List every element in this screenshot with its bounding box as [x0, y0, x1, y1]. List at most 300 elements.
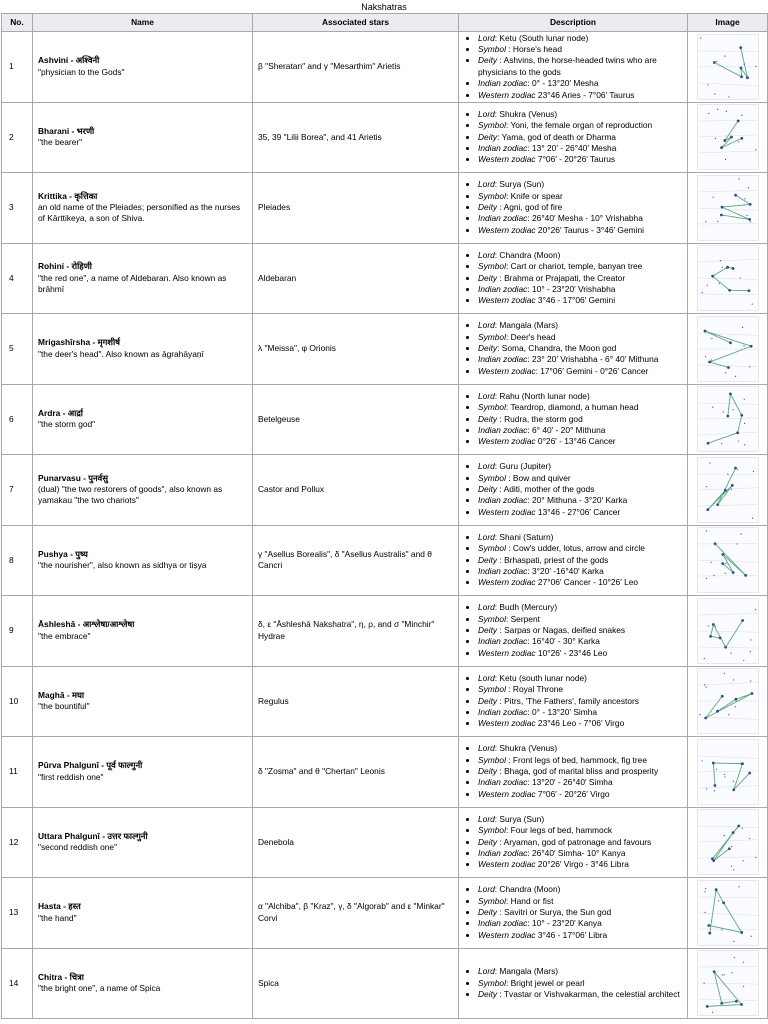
description-label: Western zodiac	[478, 506, 536, 517]
description-list	[464, 814, 682, 871]
description-item	[478, 55, 682, 78]
nakshatra-devanagari: मघा	[71, 689, 85, 700]
row-number: 6	[2, 384, 33, 455]
table-row	[2, 666, 768, 737]
associated-stars-cell[interactable]: 35, 39 "Lilii Borea", and 41 Arietis	[253, 102, 459, 173]
description-value: : Shukra (Venus)	[494, 743, 558, 754]
description-value: : Shukra (Venus)	[494, 108, 558, 119]
row-number: 8	[2, 525, 33, 596]
description-value: : Bow and quiver	[505, 472, 571, 483]
description-value: : Royal Throne	[505, 684, 564, 695]
description-item	[478, 837, 682, 848]
row-number: 3	[2, 173, 33, 244]
description-list	[464, 743, 682, 800]
table-row	[2, 173, 768, 244]
description-value: : Mangala (Mars)	[494, 966, 559, 977]
description-label: Deity	[478, 55, 498, 66]
table-row	[2, 384, 768, 455]
description-item	[478, 120, 682, 131]
star-chart-thumbnail[interactable]	[697, 598, 759, 664]
star-chart-thumbnail[interactable]	[697, 104, 759, 170]
description-item	[478, 320, 682, 331]
table-row	[2, 455, 768, 526]
description-label: Deity	[478, 836, 498, 847]
nakshatra-translation: "the hand"	[38, 912, 77, 923]
description-item	[478, 825, 682, 836]
nakshatra-name-link[interactable]: Uttara Phalgunī -	[38, 830, 108, 841]
description-label: Indian zodiac	[478, 636, 528, 647]
nakshatra-translation: "the deer's head". Also known as āgrahāyaṇī	[38, 348, 204, 359]
nakshatra-name-link[interactable]: Chitra -	[38, 971, 70, 982]
description-label: Symbol	[478, 472, 506, 483]
description-cell	[459, 243, 688, 314]
nakshatra-translation: "the bountiful"	[38, 701, 90, 712]
description-value: : Serpent	[505, 613, 540, 624]
description-item	[478, 213, 682, 224]
description-label: Symbol	[478, 331, 506, 342]
description-list	[464, 109, 682, 166]
row-number: 13	[2, 878, 33, 949]
description-item	[478, 44, 682, 55]
description-value: : Cart or chariot, temple, banyan tree	[505, 261, 643, 272]
nakshatra-translation: "the bright one", a name of Spica	[38, 983, 161, 994]
name-cell	[33, 243, 253, 314]
star-chart-thumbnail[interactable]	[697, 880, 759, 946]
nakshatra-devanagari: पुष्य	[75, 548, 88, 559]
description-value: : Chandra (Moon)	[494, 884, 561, 895]
description-value: : 17°06′ Gemini - 0°26′ Cancer	[535, 365, 649, 376]
nakshatra-devanagari: रोहिणी	[71, 261, 92, 272]
nakshatra-devanagari: पूर्व फाल्गुनी	[106, 760, 143, 771]
nakshatra-translation: "the bearer"	[38, 137, 83, 148]
nakshatra-devanagari: हस्त	[68, 901, 81, 912]
description-value: : Surya (Sun)	[494, 179, 545, 190]
description-cell	[459, 666, 688, 737]
name-cell	[33, 32, 253, 103]
nakshatra-devanagari: उत्तर फाल्गुनी	[107, 830, 148, 841]
description-item	[478, 425, 682, 436]
description-item	[478, 284, 682, 295]
nakshatra-name-link[interactable]: Bharani -	[38, 125, 77, 136]
description-list	[464, 966, 682, 1000]
description-value: : Cow's udder, lotus, arrow and circle	[505, 543, 645, 554]
description-label: Indian zodiac	[478, 213, 528, 224]
description-label: Lord	[478, 966, 495, 977]
description-label: Deity	[478, 766, 498, 777]
description-item	[478, 848, 682, 859]
description-cell	[459, 807, 688, 878]
description-item	[478, 684, 682, 695]
description-item	[478, 109, 682, 120]
description-cell	[459, 314, 688, 385]
nakshatra-name-link[interactable]: Punarvasu -	[38, 472, 89, 483]
description-item	[478, 930, 682, 941]
description-label: Western zodiac	[478, 788, 536, 799]
nakshatra-name-link[interactable]: Hasta -	[38, 901, 69, 912]
description-label: Indian zodiac	[478, 78, 528, 89]
description-value: : 26°40′ Mesha - 10° Vrishabha	[527, 213, 643, 224]
description-label: Deity	[478, 272, 498, 283]
star-chart-thumbnail[interactable]	[697, 950, 759, 1016]
associated-stars-cell[interactable]: Aldebaran	[253, 243, 459, 314]
nakshatra-name-link[interactable]: Pūrva Phalgunī -	[38, 760, 107, 771]
description-item	[478, 859, 682, 870]
image-cell	[688, 666, 768, 737]
associated-stars-cell[interactable]: γ "Asellus Borealis", δ "Asellus Australis" and θ Cancri	[253, 525, 459, 596]
description-label: Symbol	[478, 977, 506, 988]
nakshatra-translation: "second reddish one"	[38, 842, 118, 853]
name-cell	[33, 596, 253, 667]
description-value: : Guru (Jupiter)	[494, 461, 552, 472]
description-cell	[459, 948, 688, 1019]
description-item	[478, 90, 682, 101]
description-item	[478, 154, 682, 165]
description-value: 7°06′ - 20°26′ Virgo	[535, 788, 610, 799]
description-item	[478, 414, 682, 425]
image-cell	[688, 314, 768, 385]
star-chart-thumbnail[interactable]	[697, 809, 759, 875]
description-cell	[459, 737, 688, 808]
description-label: Symbol	[478, 261, 506, 272]
star-chart-thumbnail[interactable]	[697, 386, 759, 452]
associated-stars-cell[interactable]: β "Sheratan" and γ "Mesarthim" Arietis	[253, 32, 459, 103]
associated-stars-cell[interactable]: Betelgeuse	[253, 384, 459, 455]
description-item	[478, 332, 682, 343]
description-value: 3°46 - 17°06′ Libra	[535, 929, 608, 940]
nakshatra-translation: "the nourisher", also known as sidhya or tiṣya	[38, 560, 207, 571]
nakshatra-name-link[interactable]: Pushya -	[38, 548, 76, 559]
associated-stars-cell[interactable]: Regulus	[253, 666, 459, 737]
description-label: Symbol	[478, 684, 506, 695]
description-label: Deity	[478, 988, 498, 999]
nakshatra-name-link[interactable]: Mrigashīrsha -	[38, 337, 98, 348]
description-label: Symbol	[478, 613, 506, 624]
description-value: : 0° - 13°20′ Simha	[527, 706, 598, 717]
description-item	[478, 814, 682, 825]
description-item	[478, 718, 682, 729]
description-value: 20°26′ Virgo - 3°46 Libra	[535, 859, 629, 870]
description-list	[464, 461, 682, 518]
nakshatra-name-link[interactable]: Ashvini -	[38, 55, 76, 66]
description-value: 0°26′ - 13°46 Cancer	[535, 436, 616, 447]
description-label: Symbol	[478, 190, 506, 201]
description-item	[478, 577, 682, 588]
description-value: : Yama, god of death or Dharma	[497, 131, 616, 142]
name-cell	[33, 525, 253, 596]
description-label: Lord	[478, 32, 495, 43]
description-value: : Front legs of bed, hammock, fig tree	[505, 754, 647, 765]
star-chart-thumbnail[interactable]	[697, 175, 759, 241]
description-value: : Hand or fist	[505, 895, 554, 906]
description-label: Indian zodiac	[478, 847, 528, 858]
star-chart-thumbnail[interactable]	[697, 245, 759, 311]
image-cell	[688, 384, 768, 455]
associated-stars-cell[interactable]: δ "Zosma" and θ "Chertan" Leonis	[253, 737, 459, 808]
description-list	[464, 532, 682, 589]
table-row	[2, 32, 768, 103]
nakshatra-devanagari: आर्द्रा	[67, 407, 83, 418]
table-row	[2, 596, 768, 667]
description-item	[478, 636, 682, 647]
description-label: Lord	[478, 179, 495, 190]
star-chart-thumbnail[interactable]	[697, 668, 759, 734]
description-value: : Ketu (south lunar node)	[494, 672, 587, 683]
description-list	[464, 250, 682, 307]
description-item	[478, 143, 682, 154]
description-value: 20°26′ Taurus - 3°46′ Gemini	[535, 224, 644, 235]
row-number: 12	[2, 807, 33, 878]
description-value: : 26°40′ Simha- 10° Kanya	[527, 847, 626, 858]
nakshatra-name-link[interactable]: Rohini -	[38, 261, 72, 272]
description-label: Lord	[478, 531, 495, 542]
image-cell	[688, 455, 768, 526]
associated-stars-cell[interactable]: Denebola	[253, 807, 459, 878]
star-chart-thumbnail[interactable]	[697, 34, 759, 100]
description-item	[478, 33, 682, 44]
description-cell	[459, 173, 688, 244]
table-row	[2, 314, 768, 385]
name-cell	[33, 455, 253, 526]
description-label: Deity	[478, 131, 498, 142]
nakshatra-name-link[interactable]: Ardra -	[38, 407, 68, 418]
header-image[interactable]: Image	[688, 14, 768, 32]
description-list	[464, 391, 682, 448]
description-item	[478, 532, 682, 543]
description-label: Deity	[478, 202, 498, 213]
description-item	[478, 250, 682, 261]
description-item	[478, 261, 682, 272]
description-item	[478, 484, 682, 495]
associated-stars-cell[interactable]: δ, ε "Āshleshā Nakshatra", η, ρ, and σ "Minchir" Hydrae	[253, 596, 459, 667]
description-value: : Agni, god of fire	[497, 202, 563, 213]
description-label: Indian zodiac	[478, 565, 528, 576]
image-cell	[688, 948, 768, 1019]
description-item	[478, 918, 682, 929]
associated-stars-cell[interactable]: Spica	[253, 948, 459, 1019]
description-item	[478, 191, 682, 202]
nakshatra-name-link[interactable]: Maghā -	[38, 689, 72, 700]
nakshatra-name-link[interactable]: Āshleshā -	[38, 619, 83, 630]
description-value: 7°06′ - 20°26′ Taurus	[535, 154, 616, 165]
associated-stars-cell[interactable]: Castor and Pollux	[253, 455, 459, 526]
description-item	[478, 495, 682, 506]
description-value: : Soma, Chandra, the Moon god	[497, 343, 617, 354]
description-label: Western zodiac	[478, 859, 536, 870]
description-value: : Horse's head	[505, 43, 563, 54]
nakshatras-table	[1, 13, 768, 1019]
description-item	[478, 354, 682, 365]
description-label: Western zodiac	[478, 436, 536, 447]
name-cell	[33, 948, 253, 1019]
name-cell	[33, 173, 253, 244]
description-item	[478, 696, 682, 707]
associated-stars-cell[interactable]: α "Alchiba", β "Kraz", γ, δ "Algorab" and ε "Minkar" Corvi	[253, 878, 459, 949]
description-item	[478, 473, 682, 484]
description-value: 3°46 - 17°06′ Gemini	[535, 295, 616, 306]
description-value: : Rahu (North lunar node)	[494, 390, 590, 401]
star-chart-thumbnail[interactable]	[697, 739, 759, 805]
row-number: 10	[2, 666, 33, 737]
description-value: : Aditi, mother of the gods	[497, 484, 595, 495]
description-value: 23°46 Aries - 7°06′ Taurus	[535, 89, 635, 100]
nakshatra-name-link[interactable]: Krittika -	[38, 190, 75, 201]
row-number: 5	[2, 314, 33, 385]
description-label: Indian zodiac	[478, 142, 528, 153]
row-number: 11	[2, 737, 33, 808]
description-label: Deity	[478, 484, 498, 495]
header-associated-stars[interactable]: Associated stars	[253, 14, 459, 32]
description-value: : 6° 40′ - 20° Mithuna	[527, 424, 606, 435]
description-item	[478, 766, 682, 777]
description-label: Lord	[478, 108, 495, 119]
description-label: Symbol	[478, 543, 506, 554]
description-value: : Knife or spear	[505, 190, 563, 201]
description-value: 23°46 Leo - 7°06′ Virgo	[535, 718, 625, 729]
table-caption: Nakshatras	[361, 2, 407, 12]
table-row	[2, 525, 768, 596]
description-item	[478, 648, 682, 659]
description-cell	[459, 32, 688, 103]
description-value: : Deer's head	[505, 331, 556, 342]
description-value: : 10° - 23°20′ Vrishabha	[527, 283, 616, 294]
image-cell	[688, 173, 768, 244]
description-label: Lord	[478, 743, 495, 754]
nakshatra-translation: "first reddish one"	[38, 771, 104, 782]
row-number: 1	[2, 32, 33, 103]
description-value: 13°46 - 27°06′ Cancer	[535, 506, 621, 517]
description-label: Indian zodiac	[478, 706, 528, 717]
description-label: Indian zodiac	[478, 495, 528, 506]
header-no[interactable]: No.	[2, 14, 33, 32]
description-label: Indian zodiac	[478, 918, 528, 929]
description-item	[478, 966, 682, 977]
description-label: Lord	[478, 249, 495, 260]
description-value: : 0° - 13°20′ Mesha	[527, 78, 599, 89]
description-value: : Rudra, the storm god	[497, 413, 583, 424]
description-list	[464, 673, 682, 730]
description-label: Western zodiac	[478, 154, 536, 165]
description-item	[478, 225, 682, 236]
description-label: Western zodiac	[478, 718, 536, 729]
description-item	[478, 978, 682, 989]
description-cell	[459, 102, 688, 173]
row-number: 7	[2, 455, 33, 526]
nakshatra-devanagari: आश्लेषा/आश्लेषा	[82, 619, 135, 630]
description-value: : Surya (Sun)	[494, 813, 545, 824]
description-item	[478, 907, 682, 918]
description-list	[464, 602, 682, 659]
description-label: Lord	[478, 884, 495, 895]
name-cell	[33, 102, 253, 173]
description-value: : Bright jewel or pearl	[505, 977, 585, 988]
header-row	[2, 14, 768, 32]
name-cell	[33, 666, 253, 737]
description-label: Western zodiac	[478, 577, 536, 588]
star-chart-thumbnail[interactable]	[697, 457, 759, 523]
description-item	[478, 777, 682, 788]
row-number: 9	[2, 596, 33, 667]
nakshatra-translation: "the storm god"	[38, 419, 96, 430]
description-cell	[459, 455, 688, 526]
description-value: : Brhaspati, priest of the gods	[497, 554, 609, 565]
nakshatra-translation: (dual) "the two restorers of goods", also known as yamakau "the two chariots"	[38, 484, 223, 506]
description-item	[478, 179, 682, 190]
image-cell	[688, 807, 768, 878]
description-value: : 20° Mithuna - 3°20′ Karka	[527, 495, 628, 506]
nakshatra-devanagari: कृत्तिका	[74, 190, 98, 201]
name-cell	[33, 737, 253, 808]
description-label: Western zodiac	[478, 224, 536, 235]
description-label: Lord	[478, 390, 495, 401]
description-value: : Pitrs, 'The Fathers', family ancestors	[497, 695, 639, 706]
nakshatra-devanagari: मृगशीर्ष	[97, 337, 121, 348]
image-cell	[688, 243, 768, 314]
table-row	[2, 243, 768, 314]
row-number: 2	[2, 102, 33, 173]
description-label: Indian zodiac	[478, 283, 528, 294]
nakshatra-devanagari: भरणी	[76, 125, 95, 136]
description-item	[478, 273, 682, 284]
description-label: Western zodiac	[478, 647, 536, 658]
description-value: : 13° 20′ - 26°40′ Mesha	[527, 142, 617, 153]
description-value: : 13°20′ - 26°40′ Simha	[527, 777, 613, 788]
description-value: 10°26′ - 23°46 Leo	[535, 647, 608, 658]
description-value: : Four legs of bed, hammock	[505, 825, 613, 836]
description-value: : Aryaman, god of patronage and favours	[497, 836, 652, 847]
associated-stars-cell[interactable]: Pleiades	[253, 173, 459, 244]
description-value: : 16°40′ - 30° Karka	[527, 636, 600, 647]
description-label: Lord	[478, 813, 495, 824]
description-item	[478, 132, 682, 143]
description-item	[478, 543, 682, 554]
description-label: Deity	[478, 907, 498, 918]
description-item	[478, 602, 682, 613]
header-description[interactable]: Description	[459, 14, 688, 32]
nakshatra-translation: "physician to the Gods"	[38, 66, 125, 77]
name-cell	[33, 807, 253, 878]
description-item	[478, 507, 682, 518]
description-item	[478, 673, 682, 684]
description-value: : Ketu (South lunar node)	[494, 32, 589, 43]
description-label: Western zodiac	[478, 295, 536, 306]
description-item	[478, 461, 682, 472]
description-cell	[459, 525, 688, 596]
row-number: 14	[2, 948, 33, 1019]
description-value: : Teardrop, diamond, a human head	[505, 402, 639, 413]
table-row	[2, 948, 768, 1019]
image-cell	[688, 525, 768, 596]
description-item	[478, 366, 682, 377]
description-value: : Chandra (Moon)	[494, 249, 561, 260]
description-item	[478, 884, 682, 895]
description-list	[464, 320, 682, 377]
description-label: Symbol	[478, 825, 506, 836]
description-cell	[459, 596, 688, 667]
description-item	[478, 343, 682, 354]
description-label: Lord	[478, 461, 495, 472]
header-name[interactable]: Name	[33, 14, 253, 32]
associated-stars-cell[interactable]: λ "Meissa", φ Orionis	[253, 314, 459, 385]
description-label: Lord	[478, 672, 495, 683]
description-value: : Brahma or Prajapati, the Creator	[497, 272, 626, 283]
star-chart-thumbnail[interactable]	[697, 316, 759, 382]
description-item	[478, 391, 682, 402]
description-list	[464, 179, 682, 236]
description-item	[478, 295, 682, 306]
star-chart-thumbnail[interactable]	[697, 527, 759, 593]
description-value: : Yoni, the female organ of reproduction	[505, 120, 653, 131]
description-item	[478, 614, 682, 625]
